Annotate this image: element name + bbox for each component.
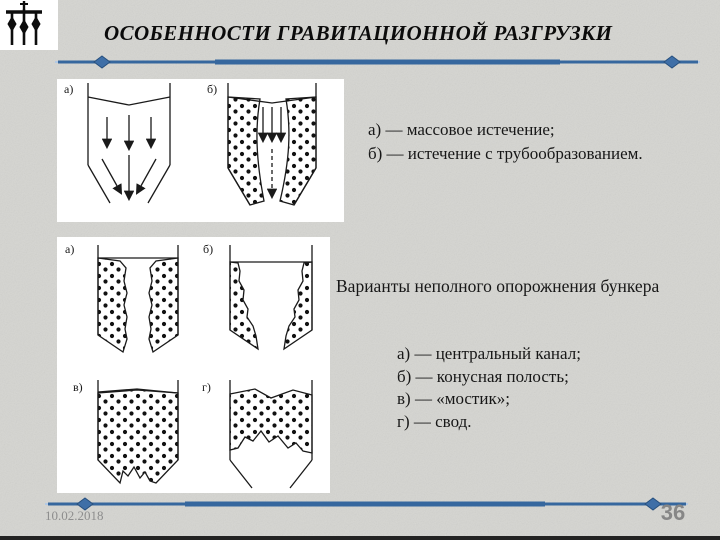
diagram-label-a: а) [65,242,75,256]
emptying-caption-line-2: б) — конусная полость; [397,366,569,386]
diagram-label-a: а) [64,82,74,96]
hopper-tube-flow [228,83,316,205]
emptying-diagrams-image [57,237,330,493]
emptying-caption-line-4: г) — свод. [397,411,472,431]
logo [0,0,58,50]
diagram-label-g: г) [202,380,211,394]
page-number: 36 [660,500,686,525]
hopper-bridge [98,380,178,483]
footer-date: 10.02.2018 [45,508,104,523]
hopper-central-channel [98,245,178,352]
diagram-label-b: б) [207,82,218,96]
bottom-divider [0,497,720,511]
emptying-caption-line-1: а) — центральный канал; [397,344,581,363]
flow-diagrams-image [57,79,344,222]
diagram-label-b: б) [203,242,214,256]
emptying-caption-line-3: в) — «мостик»; [397,389,510,408]
hopper-mass-flow [88,83,170,203]
flow-caption [368,118,698,166]
emptying-heading: Варианты неполного опорожнения бункера [336,276,660,296]
flow-caption-line-1: а) — массовое истечение; [368,120,555,139]
university-emblem-icon [0,0,48,48]
slide-bottom-edge [0,536,720,540]
hopper-arch [230,380,312,488]
flow-diagrams [57,79,344,222]
emptying-caption [397,343,707,433]
divider-diamond-icon [664,56,680,68]
emptying-diagrams [57,237,330,493]
slide-title: ОСОБЕННОСТИ ГРАВИТАЦИОННОЙ РАЗГРУЗКИ [104,21,613,45]
flow-caption-line-2: б) — истечение с трубообразованием. [368,144,643,163]
top-divider [0,55,720,69]
divider-diamond-icon [94,56,110,68]
hopper-conical-cavity [230,245,312,349]
diagram-label-v: в) [73,380,83,394]
